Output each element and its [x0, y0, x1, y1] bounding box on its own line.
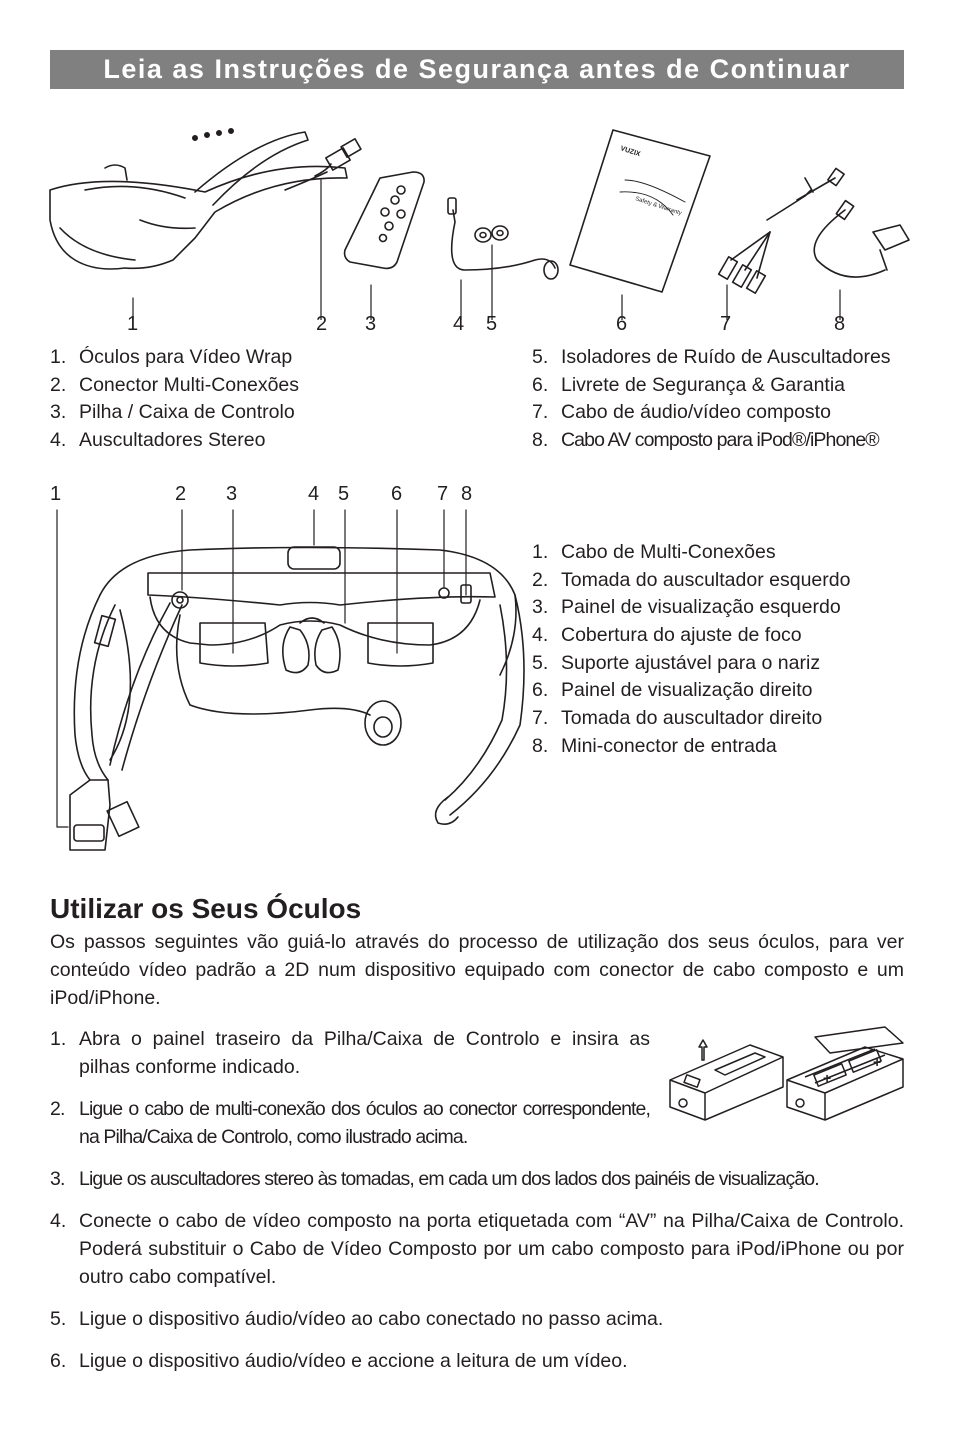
intro-paragraph: Os passos seguintes vão guiá-lo através do processo de utilização dos seus óculos, para ver conteúdo vídeo padrão a 2D num dispositivo equipado com conector de cabo composto e um iPod/iPhone.: [50, 931, 904, 1009]
list-item: 8. Cabo AV composto para iPod®/iPhone®: [532, 429, 879, 452]
section-title: Utilizar os Seus Óculos: [50, 893, 362, 924]
step-3: 3. Ligue os auscultadores stereo às tomadas, em cada um dos lados dos painéis de visualização.: [50, 1168, 819, 1190]
open-battery-box: [787, 1027, 903, 1120]
ipod-av-cable-drawing: [814, 201, 909, 277]
callout-1: 1: [127, 313, 139, 335]
package-contents-illustration: [45, 120, 915, 320]
callout-3: 3: [365, 313, 377, 335]
list-item: 5. Suporte ajustável para o nariz: [532, 651, 821, 674]
back-callout-7: 7: [437, 483, 449, 505]
multi-connector-drawing: [315, 139, 361, 176]
components-list-right: [532, 344, 891, 455]
step-5: 5. Ligue o dispositivo áudio/vídeo ao cabo conectado no passo acima.: [50, 1308, 664, 1330]
control-box-drawing: [345, 172, 425, 268]
closed-battery-box: [670, 1040, 783, 1120]
back-callout-4: 4: [308, 483, 320, 505]
callout-lines: [133, 180, 840, 320]
svg-text:+: +: [873, 1054, 882, 1070]
callout-5: 5: [486, 313, 498, 335]
battery-box-illustration: [665, 1025, 910, 1125]
list-item: 1. Óculos para Vídeo Wrap: [50, 346, 293, 368]
back-callout-2: 2: [175, 483, 187, 505]
back-callout-8: 8: [461, 483, 473, 505]
list-item: 5. Isoladores de Ruído de Auscultadores: [532, 346, 891, 368]
callout-4: 4: [453, 313, 465, 335]
list-item: 2. Tomada do auscultador esquerdo: [532, 568, 851, 591]
svg-text:+: +: [823, 1070, 832, 1086]
list-item: 8. Mini-conector de entrada: [532, 734, 777, 757]
back-callout-6: 6: [391, 483, 403, 505]
booklet-title: Safety & Warranty: [634, 196, 683, 217]
booklet-brand: VUZIX: [619, 145, 642, 159]
list-item: 2. Conector Multi-Conexões: [50, 373, 300, 396]
step-1: 1. Abra o painel traseiro da Pilha/Caixa de Controlo e insira as pilhas conforme indicado.: [50, 1028, 650, 1078]
list-item: 1. Cabo de Multi-Conexões: [532, 541, 776, 563]
list-item: 3. Painel de visualização esquerdo: [532, 596, 841, 619]
video-glasses-drawing: [50, 129, 347, 269]
safety-banner: Leia as Instruções de Segurança antes de Continuar: [50, 50, 904, 89]
back-callout-1: 1: [50, 483, 62, 505]
list-item: 4. Cobertura do ajuste de foco: [532, 624, 802, 647]
back-callout-5: 5: [338, 483, 350, 505]
list-item: 6. Painel de visualização direito: [532, 679, 813, 702]
callout-7: 7: [720, 313, 732, 335]
step-4: 4. Conecte o cabo de vídeo composto na porta etiquetada com “AV” na Pilha/Caixa de Controlo. Poderá substituir o Cabo de Vídeo Composto por um cabo composto para iPod/iPhone ou por outro cabo compatível.: [50, 1210, 904, 1288]
list-item: 4. Auscultadores Stereo: [50, 429, 266, 452]
list-item: 7. Cabo de áudio/vídeo composto: [532, 401, 831, 424]
callout-6: 6: [616, 313, 628, 335]
composite-av-cable-drawing: [719, 168, 844, 293]
components-list-left: [50, 344, 299, 455]
back-callout-3: 3: [226, 483, 238, 505]
list-item: 3. Pilha / Caixa de Controlo: [50, 401, 295, 424]
safety-booklet-drawing: [570, 130, 710, 292]
step-6: 6. Ligue o dispositivo áudio/vídeo e accione a leitura de um vídeo.: [50, 1350, 628, 1372]
glasses-back-view-illustration: [50, 505, 530, 865]
list-item: 6. Livrete de Segurança & Garantia: [532, 373, 846, 396]
list-item: 7. Tomada do auscultador direito: [532, 707, 823, 730]
back-parts-list: [532, 539, 850, 761]
step-2: 2. Ligue o cabo de multi-conexão dos óculos ao conector correspondente, na Pilha/Caixa de Controlo, como ilustrado acima.: [50, 1098, 650, 1148]
callout-8: 8: [834, 313, 846, 335]
earphones-drawing: [448, 198, 558, 279]
callout-2: 2: [316, 313, 328, 335]
